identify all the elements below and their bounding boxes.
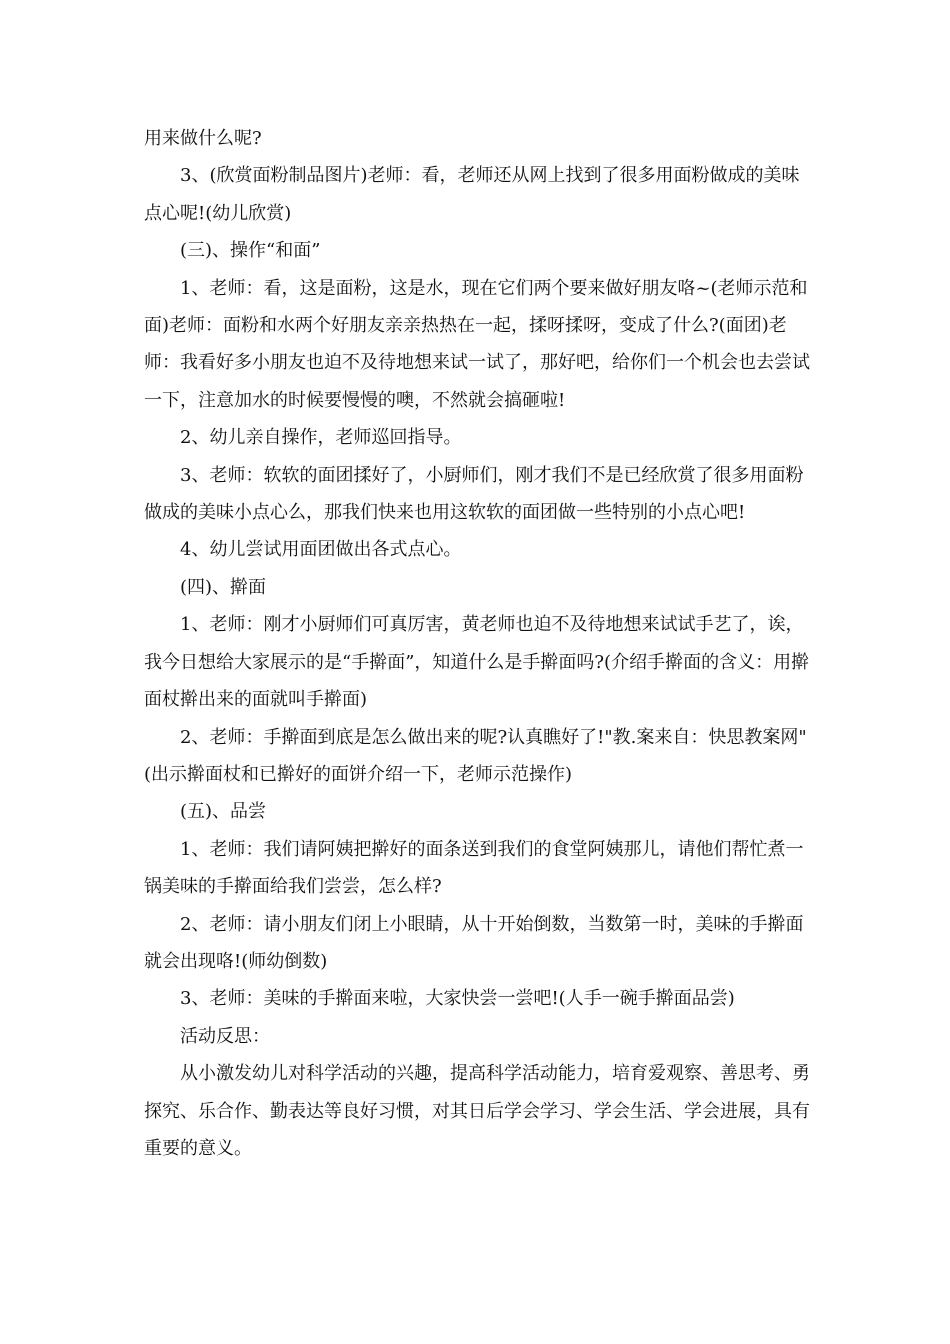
paragraph-12: 1、老师：我们请阿姨把擀好的面条送到我们的食堂阿姨那儿，请他们帮忙煮一锅美味的手擀面给我们尝尝，怎么样? [144,838,804,898]
paragraph-5: 2、幼儿亲自操作，老师巡回指导。 [180,427,462,449]
section-heading-4: (四)、擀面 [180,576,267,598]
paragraph-1: 用来做什么呢? [144,128,262,149]
paragraph-4: 1、老师：看，这是面粉，这是水，现在它们两个要来做好朋友咯~(老师示范和面)老师：面粉和水两个好朋友亲亲热热在一起，揉呀揉呀，变成了什么?(面团)老师：我看好多小朋友也迫不及待地想来试一试了，那好吧，给你们一个机会也去尝试一下，注意加水的时候要慢慢的噢，不然就会搞砸啦! [144,277,810,411]
section-heading-3: (三)、操作“和面” [180,240,321,262]
paragraph-9: 1、老师：刚才小厨师们可真厉害，黄老师也迫不及待地想来试试手艺了，诶，我今日想给大家展示的是“手擀面”，知道什么是手擀面吗?(介绍手擀面的含义：用擀面杖擀出来的面就叫手擀面) [144,614,810,711]
paragraph-2: 3、(欣赏面粉制品图片)老师：看，老师还从网上找到了很多用面粉做成的美味点心呢!(幼儿欣赏) [144,165,800,224]
paragraph-6: 3、老师：软软的面团揉好了，小厨师们，刚才我们不是已经欣赏了很多用面粉做成的美味小点心么，那我们快来也用这软软的面团做一些特别的小点心吧! [144,464,804,524]
paragraph-10: 2、老师：手擀面到底是怎么做出来的呢?认真瞧好了!"教.案来自：快思教案网"(出示擀面杖和已擀好的面饼介绍一下，老师示范操作) [144,726,807,785]
reflection-paragraph: 从小激发幼儿对科学活动的兴趣，提高科学活动能力，培育爱观察、善思考、勇探究、乐合作、勤表达等良好习惯，对其日后学会学习、学会生活、学会进展，具有重要的意义。 [144,1063,810,1159]
document-body [144,120,810,1167]
paragraph-7: 4、幼儿尝试用面团做出各式点心。 [180,539,462,561]
paragraph-14: 3、老师：美味的手擀面来啦，大家快尝一尝吧!(人手一碗手擀面品尝) [180,988,735,1010]
section-heading-5: (五)、品尝 [180,801,267,823]
paragraph-13: 2、老师：请小朋友们闭上小眼睛，从十开始倒数，当数第一时，美味的手擀面就会出现咯!(师幼倒数) [144,913,804,972]
reflection-heading: 活动反思： [180,1025,270,1047]
